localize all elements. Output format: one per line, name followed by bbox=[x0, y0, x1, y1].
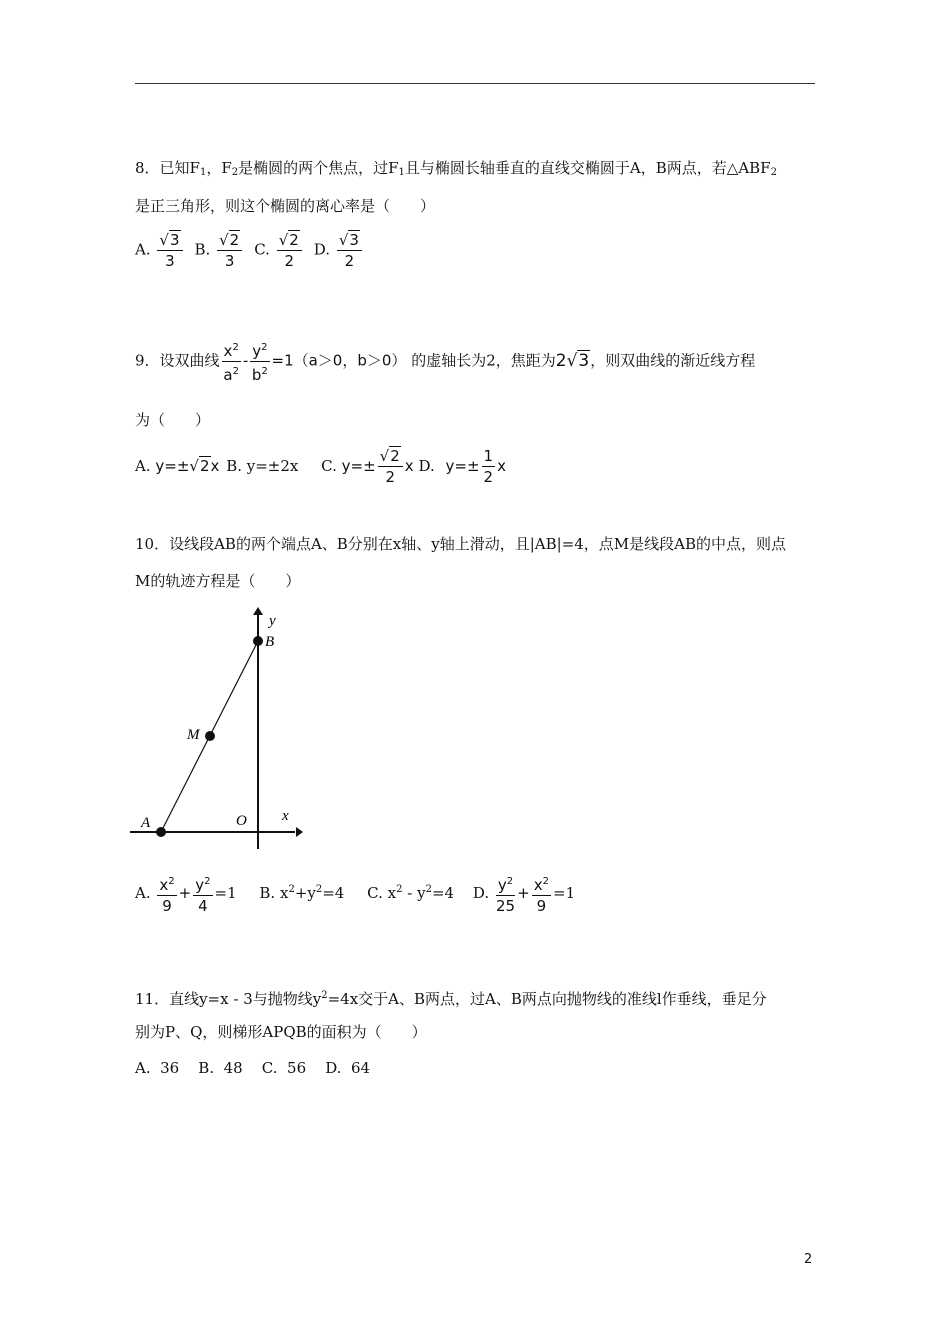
q9-stem-line1: 9．设双曲线 $\frac{x^2}{a^2}$ - $\frac{y^2}{b^2}$ =1（a＞0，b＞0） 的虚轴长为2，焦距为2√3，则双曲线的渐近线方程 bbox=[135, 338, 755, 385]
label-a: A bbox=[141, 815, 151, 831]
label-b: B bbox=[265, 634, 275, 650]
q8-stem-line2: 是正三角形，则这个椭圆的离心率是（ ） bbox=[135, 197, 436, 215]
point-m bbox=[205, 731, 215, 741]
label-y: y bbox=[269, 613, 276, 629]
q8-option-1: B. $\frac{√2}{3}$ bbox=[195, 230, 245, 271]
point-a bbox=[156, 827, 166, 837]
q8-option-0: A. $\frac{√3}{3}$ bbox=[135, 230, 185, 271]
q8-option-2: C. $\frac{√2}{2}$ bbox=[254, 230, 304, 271]
label-x: x bbox=[282, 808, 289, 824]
point-b bbox=[253, 636, 263, 646]
x-axis-arrow bbox=[296, 827, 303, 837]
q10-stem-line1: 10．设线段AB的两个端点A、B分别在x轴、y轴上滑动，且|AB|=4，点M是线段AB的中点，则点 bbox=[135, 535, 787, 553]
q10-options: A. $\frac{x^2}{9}$ + $\frac{y^2}{4}$ =1 B. $x^2+y^2=4$ C. $x^2 - y^2=4$ D. $\frac{y^2}{25}$ + $\frac{x^2}{9}$ =1 bbox=[135, 872, 575, 916]
q10-stem-line2: M的轨迹方程是（ ） bbox=[135, 572, 301, 590]
q11-stem-line1: 11．直线y=x - 3与抛物线$y^2=4x$交于A、B两点，过A、B两点向抛物线的准线l作垂线，垂足分 bbox=[135, 990, 767, 1008]
q8-options bbox=[135, 230, 364, 271]
page-number: 2 bbox=[804, 1252, 813, 1267]
y-axis-arrow bbox=[253, 607, 263, 615]
q11-options: A. 36 B. 48 C. 56 D. 64 bbox=[135, 1059, 371, 1077]
q9-stem-line2: 为（ ） bbox=[135, 411, 211, 429]
q10-figure bbox=[130, 605, 310, 855]
q8-stem-line1: 8．已知$F_1$，$F_2$是椭圆的两个焦点，过$F_1$且与椭圆长轴垂直的直线交椭圆于A，B两点，若$\triangle ABF_2$ bbox=[135, 159, 777, 178]
q9-frac-x2-a2: $\frac{x^2}{a^2}$ bbox=[222, 338, 241, 385]
header-rule bbox=[135, 83, 815, 84]
q9-frac-y2-b2: $\frac{y^2}{b^2}$ bbox=[250, 338, 269, 385]
label-o: O bbox=[236, 813, 247, 829]
label-m: M bbox=[187, 727, 200, 743]
q11-stem-line2: 别为P、Q，则梯形APQB的面积为（ ） bbox=[135, 1023, 427, 1041]
q9-options: A. y=±√2x B. y=±2x C. y=± $\frac{√2}{2}$ x D. y=± $\frac{1}{2}$ x bbox=[135, 447, 506, 486]
q8-option-3: D. $\frac{√3}{2}$ bbox=[314, 230, 364, 271]
